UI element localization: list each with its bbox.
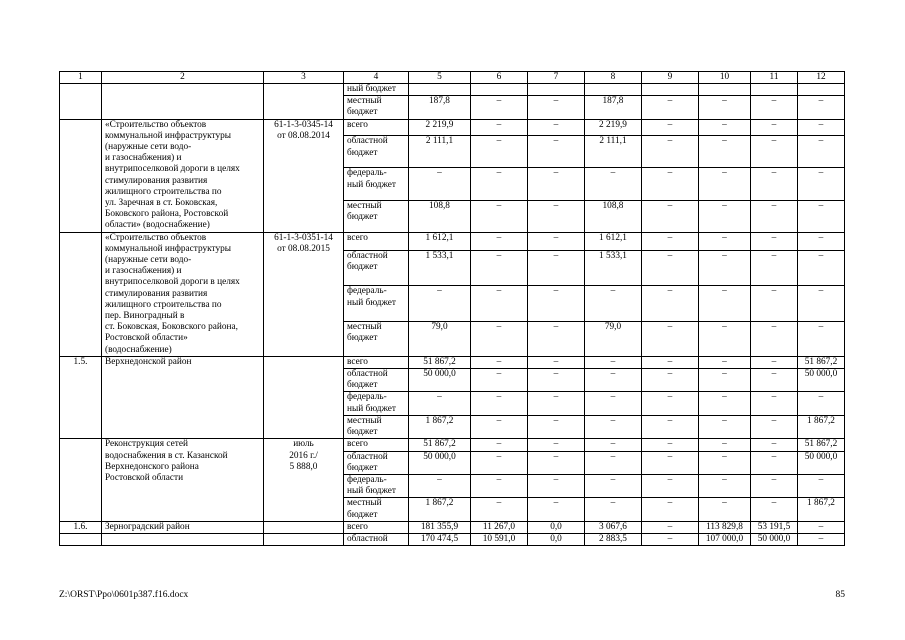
amount-cell: 1 867,2 [798,415,845,438]
amount-cell: – [699,451,751,474]
amount-cell: – [699,200,751,232]
document-ref [264,356,344,438]
amount-cell: – [798,321,845,356]
amount-cell: 50 000,0 [751,533,798,545]
header-row [60,72,845,84]
amount-cell: 2 111,1 [585,136,642,168]
amount-cell: 79,0 [585,321,642,356]
amount-cell: 1 867,2 [798,498,845,521]
amount-cell: – [528,439,585,451]
amount-cell: – [642,369,699,392]
amount-cell: – [528,392,585,415]
amount-cell: – [751,451,798,474]
amount-cell: 170 474,5 [409,533,471,545]
budget-type [344,356,409,368]
amount-cell [471,84,528,96]
amount-cell: – [798,474,845,497]
amount-cell: 51 867,2 [798,356,845,368]
budget-type-text: федераль- ный бюджет [347,474,396,497]
amount-cell: – [751,439,798,451]
amount-cell: – [699,286,751,321]
amount-cell: – [528,474,585,497]
amount-cell: – [751,415,798,438]
object-name [102,232,264,356]
amount-cell: 1 612,1 [409,232,471,250]
amount-cell: 1 612,1 [585,232,642,250]
amount-cell: – [642,356,699,368]
amount-cell: 181 355,9 [409,521,471,533]
amount-cell: – [585,369,642,392]
amount-cell [699,84,751,96]
amount-cell: – [642,474,699,497]
amount-cell: – [798,286,845,321]
amount-cell: 1 867,2 [409,415,471,438]
budget-type-text: областной [347,533,388,544]
amount-cell: – [471,119,528,136]
budget-type [344,168,409,200]
document-ref-text: 61-1-3-0351-14 от 08.08.2015 [274,232,333,254]
amount-cell: – [798,533,845,545]
budget-type [344,521,409,533]
amount-cell [798,84,845,96]
amount-cell: 79,0 [409,321,471,356]
col-header: 3 [264,72,344,84]
amount-cell: – [699,498,751,521]
amount-cell: 1 533,1 [409,251,471,286]
amount-cell: 1 533,1 [585,251,642,286]
amount-cell: – [699,136,751,168]
amount-cell: – [471,232,528,250]
document-ref [264,119,344,232]
amount-cell: – [751,392,798,415]
amount-cell: – [642,119,699,136]
amount-cell: – [751,286,798,321]
amount-cell: – [699,96,751,119]
amount-cell: – [585,392,642,415]
budget-type-text: федераль- ный бюджет [347,168,396,190]
amount-cell: – [585,451,642,474]
object-name-text: «Строительство объектов коммунальной инфраструктуры (наружные сети водо- и газоснабжения) и внутрипоселковой дороги в целях стимулирования развития жилищного строительства по пер. Виноградный в ст. Боковская, Боковского района, Ростовской области» (водоснабжение) [105,232,240,355]
amount-cell: – [798,392,845,415]
file-path: Z:\ORST\Ppo\0601p387.f16.docx [59,590,189,600]
amount-cell: – [699,321,751,356]
budget-type [344,474,409,497]
budget-type-text: местный бюджет [347,321,382,343]
document-ref [264,533,344,545]
table-row [60,232,845,250]
budget-type-text: местный бюджет [347,200,382,222]
budget-type [344,96,409,119]
budget-type [344,286,409,321]
budget-type-text: местный бюджет [347,415,382,438]
amount-cell: – [798,119,845,136]
amount-cell: – [528,356,585,368]
amount-cell: – [798,232,845,250]
amount-cell: 113 829,8 [699,521,751,533]
amount-cell: – [471,415,528,438]
amount-cell: – [699,168,751,200]
document-ref-text: 61-1-3-0345-14 от 08.08.2014 [274,119,333,141]
amount-cell: – [471,439,528,451]
amount-cell: – [642,498,699,521]
budget-type [344,415,409,438]
amount-cell: – [528,369,585,392]
amount-cell: – [528,168,585,200]
amount-cell: – [699,415,751,438]
col-header: 4 [344,72,409,84]
budget-type-text: областной бюджет [347,251,388,273]
budget-type [344,200,409,232]
amount-cell: – [642,136,699,168]
amount-cell: – [751,119,798,136]
amount-cell: – [528,451,585,474]
table-row [60,119,845,136]
document-ref [264,439,344,521]
amount-cell: – [471,392,528,415]
amount-cell: – [642,451,699,474]
amount-cell: 0,0 [528,521,585,533]
amount-cell: 53 191,5 [751,521,798,533]
amount-cell: – [471,168,528,200]
amount-cell: 50 000,0 [798,451,845,474]
amount-cell: – [642,533,699,545]
document-ref-text: июль 2016 г./ 5 888,0 [289,439,318,472]
budget-type [344,392,409,415]
amount-cell: 187,8 [409,96,471,119]
budget-type [344,321,409,356]
col-header: 12 [798,72,845,84]
budget-type [344,533,409,545]
row-number: 1.6. [60,521,102,533]
budget-type-text: федераль- ный бюджет [347,286,396,308]
amount-cell: 51 867,2 [798,439,845,451]
object-name-text: Зерноградский район [105,521,190,532]
col-header: 7 [528,72,585,84]
amount-cell: 11 267,0 [471,521,528,533]
amount-cell: – [751,369,798,392]
amount-cell: – [471,200,528,232]
budget-type [344,136,409,168]
amount-cell: – [642,232,699,250]
budget-type [344,451,409,474]
amount-cell: 2 883,5 [585,533,642,545]
row-number [60,232,102,356]
object-name [102,533,264,545]
amount-cell: – [585,286,642,321]
row-number [60,84,102,120]
object-name-text: Верхнедонской район [105,356,192,367]
amount-cell: – [528,498,585,521]
amount-cell [409,84,471,96]
amount-cell: – [409,286,471,321]
amount-cell: – [528,96,585,119]
object-name [102,439,264,521]
amount-cell: – [798,168,845,200]
amount-cell: – [642,286,699,321]
amount-cell: – [798,521,845,533]
amount-cell: – [798,136,845,168]
object-name [102,521,264,533]
amount-cell: – [751,232,798,250]
amount-cell: – [642,321,699,356]
object-name-text: Реконструкция сетей водоснабжения в ст. Казанской Верхнедонского района Ростовской области [105,439,228,483]
amount-cell: – [798,251,845,286]
budget-type-text: федераль- ный бюджет [347,392,396,414]
object-name [102,119,264,232]
amount-cell: – [699,369,751,392]
document-ref [264,232,344,356]
budget-type-text: местный бюджет [347,498,382,520]
amount-cell: – [471,251,528,286]
amount-cell: – [642,200,699,232]
amount-cell: 2 219,9 [585,119,642,136]
budget-type [344,232,409,250]
amount-cell: – [642,392,699,415]
col-header: 8 [585,72,642,84]
amount-cell: – [798,200,845,232]
amount-cell: – [528,136,585,168]
amount-cell: – [751,96,798,119]
amount-cell: – [642,439,699,451]
amount-cell: 2 111,1 [409,136,471,168]
amount-cell: – [585,415,642,438]
amount-cell: 10 591,0 [471,533,528,545]
amount-cell: – [471,369,528,392]
amount-cell: – [699,356,751,368]
object-name [102,356,264,438]
row-number [60,533,102,545]
amount-cell: – [528,415,585,438]
amount-cell: – [585,439,642,451]
table-row [60,521,845,533]
amount-cell: – [585,498,642,521]
row-number [60,119,102,232]
amount-cell: – [798,96,845,119]
amount-cell: – [409,474,471,497]
table-row [60,533,845,545]
amount-cell: – [471,96,528,119]
amount-cell: – [585,356,642,368]
amount-cell: 1 867,2 [409,498,471,521]
amount-cell: – [699,439,751,451]
amount-cell: – [751,321,798,356]
amount-cell: 2 219,9 [409,119,471,136]
amount-cell: – [471,356,528,368]
budget-type [344,119,409,136]
amount-cell [585,84,642,96]
amount-cell: 108,8 [409,200,471,232]
amount-cell: – [642,168,699,200]
amount-cell [642,84,699,96]
amount-cell: – [409,168,471,200]
table-row [60,439,845,451]
amount-cell: 108,8 [585,200,642,232]
object-name-text: «Строительство объектов коммунальной инфраструктуры (наружные сети водо- и газоснабжения) и внутрипоселковой дороги в целях стимулирования развития жилищного строительства по ул. Заречная в ст. Боковская, Боковского района, Ростовской области» (водоснабжение) [105,119,240,231]
amount-cell [528,84,585,96]
col-header: 2 [102,72,264,84]
budget-type [344,84,409,96]
amount-cell: – [699,251,751,286]
amount-cell: – [642,521,699,533]
amount-cell: 3 067,6 [585,521,642,533]
document-ref [264,521,344,533]
amount-cell: – [528,321,585,356]
col-header: 11 [751,72,798,84]
budget-type-text: ный бюджет [347,84,396,94]
amount-cell: – [585,474,642,497]
budget-type-text: областной бюджет [347,136,388,158]
budget-type-text: всего [347,232,368,243]
amount-cell: – [699,474,751,497]
object-name [102,84,264,120]
page-number: 85 [835,590,845,600]
amount-cell: – [471,474,528,497]
budget-type-text: областной бюджет [347,451,388,473]
amount-cell: – [471,321,528,356]
amount-cell: – [471,286,528,321]
amount-cell: 107 000,0 [699,533,751,545]
table-row [60,84,845,96]
budget-type-text: местный бюджет [347,96,382,118]
budget-type-text: областной бюджет [347,369,388,391]
col-header: 5 [409,72,471,84]
amount-cell: – [528,119,585,136]
amount-cell: – [751,200,798,232]
col-header: 6 [471,72,528,84]
budget-type [344,439,409,451]
budget-table [59,71,845,546]
amount-cell: – [699,232,751,250]
budget-type-text: всего [347,119,368,130]
amount-cell: – [751,498,798,521]
budget-type-text: всего [347,521,368,532]
amount-cell: 51 867,2 [409,439,471,451]
amount-cell: – [528,232,585,250]
row-number: 1.5. [60,356,102,438]
amount-cell: 50 000,0 [409,369,471,392]
amount-cell: 187,8 [585,96,642,119]
amount-cell: – [751,356,798,368]
amount-cell: – [751,474,798,497]
budget-type-text: всего [347,439,368,450]
col-header: 9 [642,72,699,84]
amount-cell: 0,0 [528,533,585,545]
amount-cell: 50 000,0 [798,369,845,392]
document-ref [264,84,344,120]
amount-cell: – [699,119,751,136]
budget-type [344,369,409,392]
amount-cell [751,84,798,96]
budget-type-text: всего [347,356,368,367]
amount-cell: – [471,136,528,168]
amount-cell: – [751,168,798,200]
amount-cell: – [642,415,699,438]
col-header: 10 [699,72,751,84]
amount-cell: – [409,392,471,415]
amount-cell: – [751,136,798,168]
amount-cell: – [699,392,751,415]
amount-cell: – [585,168,642,200]
table-row [60,356,845,368]
budget-type [344,498,409,521]
amount-cell: – [528,286,585,321]
amount-cell: – [471,451,528,474]
amount-cell: – [528,251,585,286]
col-header: 1 [60,72,102,84]
amount-cell: – [528,200,585,232]
amount-cell: 51 867,2 [409,356,471,368]
amount-cell: – [471,498,528,521]
amount-cell: – [642,251,699,286]
budget-type [344,251,409,286]
amount-cell: 50 000,0 [409,451,471,474]
row-number [60,439,102,521]
amount-cell: – [751,251,798,286]
amount-cell: – [642,96,699,119]
